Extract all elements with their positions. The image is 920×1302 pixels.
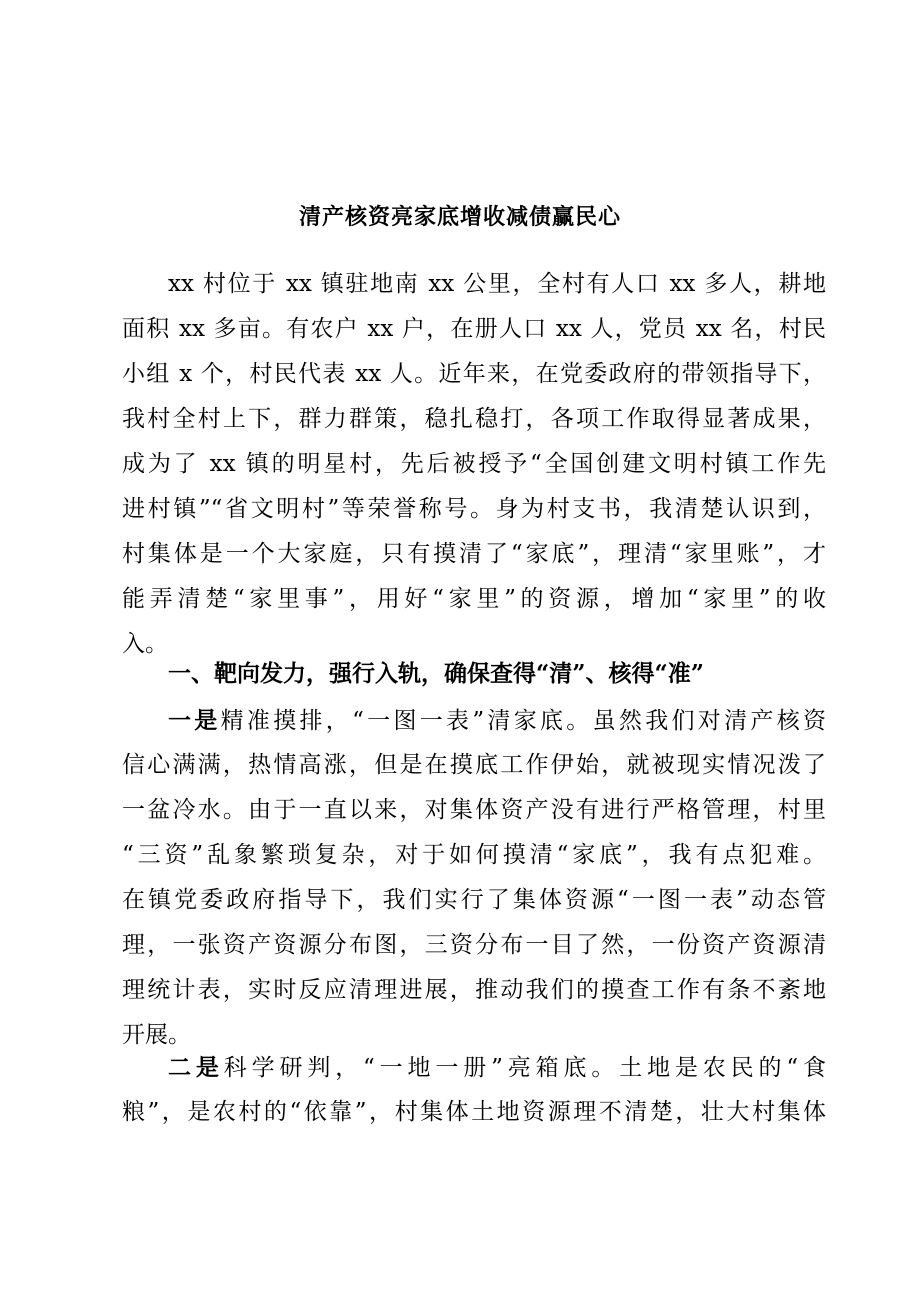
paragraph-intro <box>122 262 826 667</box>
paragraph-line: 粮”，是农村的“依靠”，村集体土地资源理不清楚，壮大村集体 <box>122 1099 826 1125</box>
section-heading-container <box>122 651 826 696</box>
paragraph-line-text: 精准摸排，“一图一表”清家底。虽然我们对清产核资 <box>220 708 826 734</box>
paragraph-line: 在镇党委政府指导下，我们实行了集体资源“一图一表”动态管 <box>122 887 826 913</box>
paragraph-line: 能弄清楚“家里事”，用好“家里”的资源，增加“家里”的收 <box>122 586 826 612</box>
paragraph-line: 信心满满，热情高涨，但是在摸底工作伊始，就被现实情况泼了 <box>122 752 826 778</box>
paragraph-lead: 二是 <box>168 1054 224 1081</box>
paragraph-point-two <box>122 1045 826 1135</box>
paragraph-line: “三资”乱象繁琐复杂，对于如何摸清“家底”，我有点犯难。 <box>122 842 826 868</box>
paragraph-line: 入。 <box>122 631 168 657</box>
paragraph-line: 小组 x 个，村民代表 xx 人。近年来，在党委政府的带领指导下， <box>122 361 826 387</box>
paragraph-line: xx 村位于 xx 镇驻地南 xx 公里，全村有人口 xx 多人，耕地 <box>168 271 826 297</box>
paragraph-line: 开展。 <box>122 1022 191 1048</box>
paragraph-line: 一盆冷水。由于一直以来，对集体资产没有进行严格管理，村里 <box>122 797 826 823</box>
paragraph-line: 进村镇”“省文明村”等荣誉称号。身为村支书，我清楚认识到， <box>122 496 826 522</box>
paragraph-line: 村集体是一个大家庭，只有摸清了“家底”，理清“家里账”，才 <box>122 541 826 567</box>
paragraph-line: 面积 xx 多亩。有农户 xx 户，在册人口 xx 人，党员 xx 名，村民 <box>122 316 826 342</box>
paragraph-line: 成为了 xx 镇的明星村，先后被授予“全国创建文明村镇工作先 <box>122 451 826 477</box>
document-title: 清产核资亮家底增收减债赢民心 <box>298 204 621 230</box>
paragraph-line: 理统计表，实时反应清理进展，推动我们的摸查工作有条不紊地 <box>122 977 826 1003</box>
paragraph-line <box>122 1045 826 1090</box>
paragraph-line: 我村全村上下，群力群策，稳扎稳打，各项工作取得显著成果， <box>122 406 826 432</box>
paragraph-point-one <box>122 698 826 1058</box>
paragraph-lead: 一是 <box>168 707 221 734</box>
section-heading: 一、靶向发力，强行入轨，确保查得“清”、核得“准” <box>168 660 704 687</box>
paragraph-line: 理，一张资产资源分布图，三资分布一目了然，一份资产资源清 <box>122 932 826 958</box>
paragraph-line <box>122 698 826 743</box>
paragraph-line-text: 科学研判，“一地一册”亮箱底。土地是农民的“食 <box>223 1055 826 1081</box>
